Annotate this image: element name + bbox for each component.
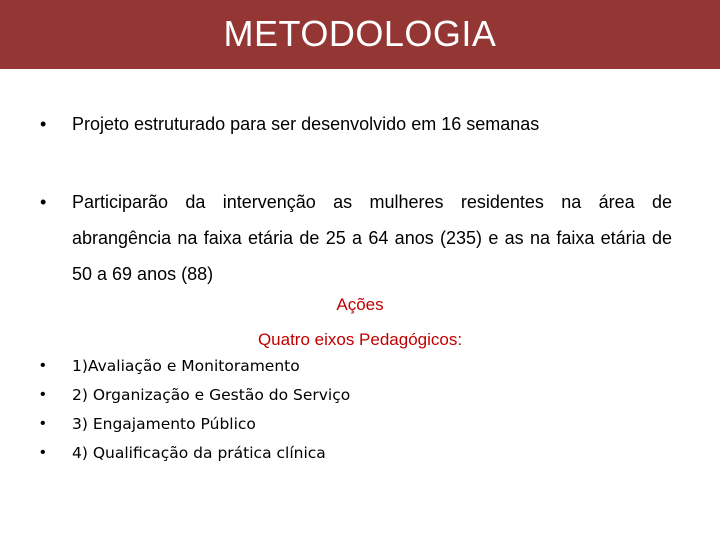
bullet-marker: •	[40, 444, 46, 461]
bullet-marker: •	[40, 357, 46, 374]
title-bar	[0, 0, 720, 69]
bullet-marker: •	[40, 192, 47, 212]
bullet-text-1: Projeto estruturado para ser desenvolvido em 16 semanas	[72, 114, 540, 134]
axis-item-2: 2) Organização e Gestão do Serviço	[72, 386, 351, 404]
axes-heading: Quatro eixos Pedagógicos:	[257, 330, 463, 349]
slide-title: METODOLOGIA	[223, 12, 497, 54]
axis-item-4: 4) Qualificação da prática clínica	[72, 444, 326, 462]
axis-item-1: 1)Avaliação e Monitoramento	[72, 357, 300, 375]
bullet-marker: •	[40, 114, 47, 134]
axis-item-3: 3) Engajamento Público	[72, 415, 256, 433]
actions-heading: Ações	[336, 295, 384, 314]
bullet-marker: •	[40, 386, 46, 403]
bullet-text-2: Participarão da intervenção as mulheres residentes na área de abrangência na faixa etária de 25 a 64 anos (235) e as na faixa etária de 50 a 69 anos (88)	[72, 192, 672, 284]
bullet-marker: •	[40, 415, 46, 432]
